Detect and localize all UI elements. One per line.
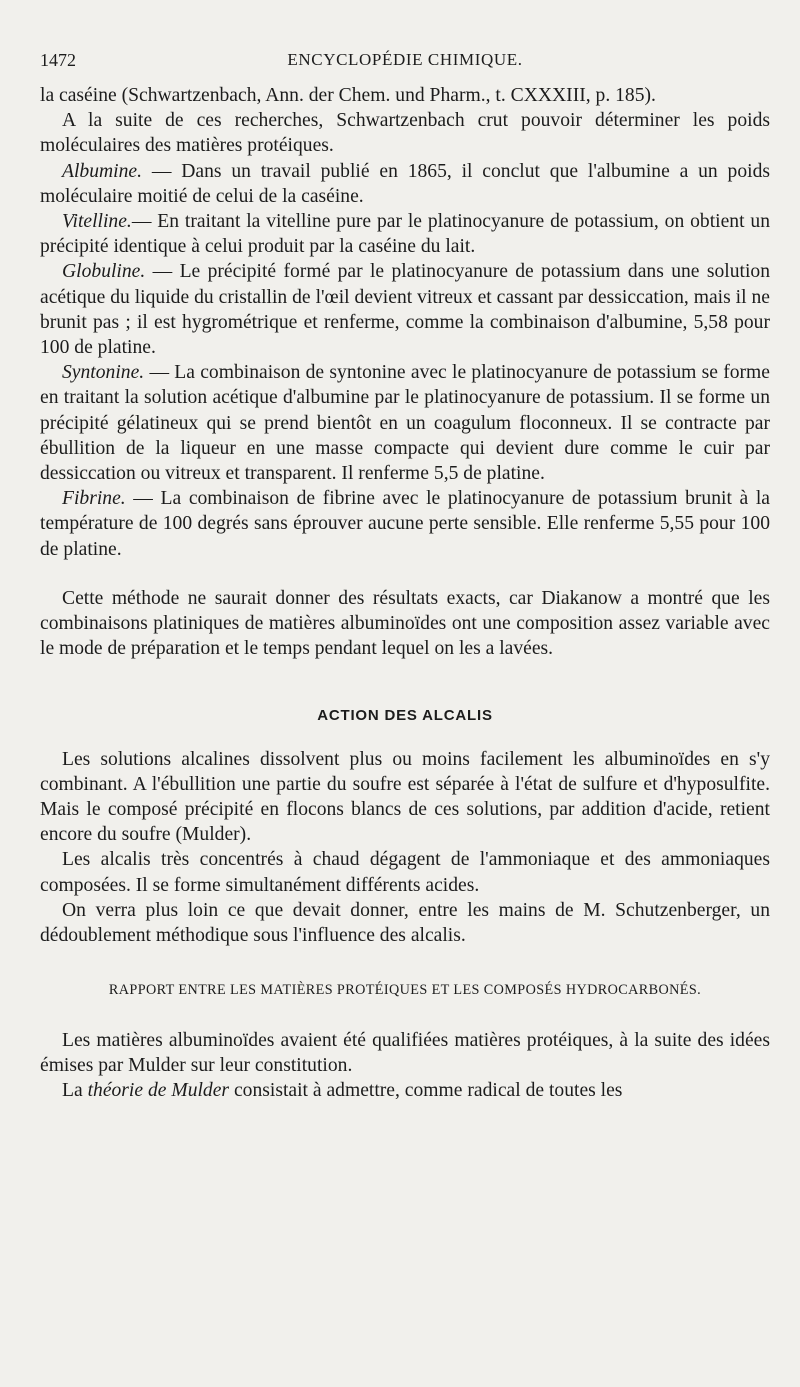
term-theorie-mulder: théorie de Mulder xyxy=(87,1079,230,1101)
paragraph-albumine xyxy=(40,159,770,209)
page-number: 1472 xyxy=(40,50,76,70)
paragraph: Les solutions alcalines dissolvent plus ou moins facilement les albuminoïdes en s'y combinant. A l'ébullition une partie du soufre est séparée à l'état de sulfure et d'hyposulfite. Mais le composé précipité en flocons blancs de ces solutions, par addition d'acide, retient encore du soufre (Mulder). xyxy=(40,748,770,846)
paragraph: Les matières albuminoïdes avaient été qualifiées matières protéiques, à la suite des idées émises par Mulder sur leur constitution. xyxy=(40,1029,770,1076)
paragraph-syntonine xyxy=(40,360,770,486)
running-title: ENCYCLOPÉDIE CHIMIQUE. xyxy=(287,50,523,69)
paragraph-fibrine xyxy=(40,486,770,562)
paragraph-text: consistait à admettre, comme radical de toutes les xyxy=(229,1079,623,1101)
paragraph: A la suite de ces recherches, Schwartzenbach crut pouvoir déterminer les poids moléculaires des matières protéiques. xyxy=(40,110,770,157)
section-title-rapport: RAPPORT ENTRE LES MATIÈRES PROTÉIQUES ET LES COMPOSÉS HYDROCARBONÉS. xyxy=(108,982,702,999)
body-text xyxy=(40,83,770,1103)
term-globuline: Globuline. xyxy=(62,261,146,283)
paragraph: Les alcalis très concentrés à chaud dégagent de l'ammoniaque et des ammoniaques composées. Il se forme simultanément différents acides. xyxy=(40,849,770,896)
paragraph: On verra plus loin ce que devait donner, entre les mains de M. Schutzenberger, un dédoublement méthodique sous l'influence des alcalis. xyxy=(40,899,770,947)
paragraph-lead: La xyxy=(62,1079,88,1101)
paragraph-text: — Dans un travail publié en 1865, il conclut que l'albumine a un poids moléculaire moitié de celui de la caséine. xyxy=(40,160,770,207)
term-fibrine: Fibrine. xyxy=(62,488,126,510)
term-albumine: Albumine. xyxy=(62,160,142,182)
paragraph-text: — Le précipité formé par le platinocyanure de potassium dans une solution acétique du liquide du cristallin de l'œil devient vitreux et cassant par dessiccation, mais il ne brunit pas ; il est hygrométrique et renferme, comme la combinaison d'albumine, 5,58 pour 100 de platine. xyxy=(40,261,770,359)
paragraph-text: — La combinaison de fibrine avec le platinocyanure de potassium brunit à la température de 100 degrés sans éprouver aucune perte sensible. Elle renferme 5,55 pour 100 de platine. xyxy=(40,488,770,560)
section-title-alcalis: ACTION DES ALCALIS xyxy=(317,707,493,725)
page-header xyxy=(40,50,770,74)
paragraph-text: — En traitant la vitelline pure par le platinocyanure de potassium, on obtient un précipité identique à celui produit par la caséine du lait. xyxy=(40,211,770,258)
paragraph: Cette méthode ne saurait donner des résultats exacts, car Diakanow a montré que les combinaisons platiniques de matières albuminoïdes ont une composition assez variable avec le mode de préparation et le temps pendant lequel on les a lavées. xyxy=(40,587,770,660)
term-syntonine: Syntonine. xyxy=(62,362,145,384)
paragraph-text: — La combinaison de syntonine avec le platinocyanure de potassium se forme en traitant la solution acétique d'albumine par le platinocyanure de potassium. Il se forme un précipité gélatineux qui se prend bientôt en un coagulum floconneux. Il se contracte par ébullition de la liqueur en une masse compacte qui devient dure comme le cuir par dessiccation ou vitreux et transparent. Il renferme 5,5 de platine. xyxy=(40,362,770,485)
paragraph-continuation: la caséine (Schwartzenbach, Ann. der Chem. und Pharm., t. CXXXIII, p. 185). xyxy=(40,85,656,106)
paragraph-vitelline xyxy=(40,209,770,259)
paragraph-globuline xyxy=(40,259,770,360)
term-vitelline: Vitelline. xyxy=(62,211,132,233)
paragraph-theorie xyxy=(40,1078,770,1103)
